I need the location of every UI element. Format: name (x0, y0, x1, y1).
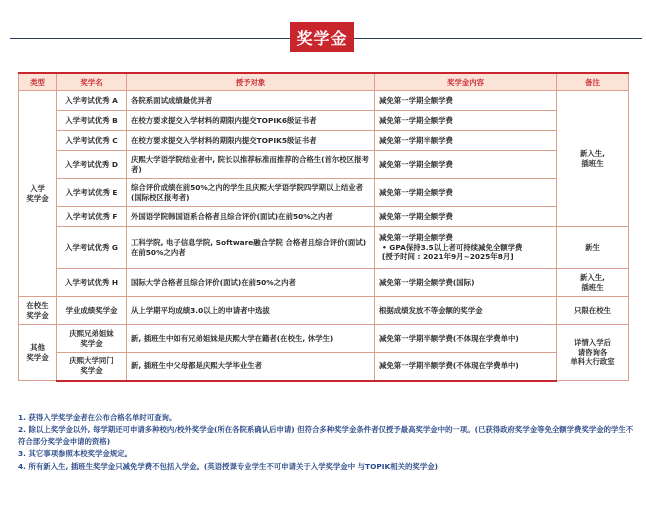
grant-period: [授予时间 : 2021年9月~2025年8月] (382, 252, 514, 262)
scholarship-name (57, 325, 127, 353)
type-line: 其他 (30, 342, 45, 352)
scholarship-target: 在校方要求提交入学材料的期限内提交TOPIK6级证书者 (127, 111, 375, 131)
scholarship-content: 减免第一学期半额学费 (375, 131, 557, 151)
remark-new-transfer (557, 91, 629, 227)
type-line: 奖学金 (26, 310, 49, 320)
scholarship-target: 新, 插班生中如有兄弟姐妹是庆熙大学在籍者(在校生, 休学生) (127, 325, 375, 353)
table-row (19, 353, 629, 381)
scholarship-target: 在校方要求提交入学材料的期限内提交TOPIK5级证书者 (127, 131, 375, 151)
scholarship-target: 从上学期平均成绩3.0以上的申请者中选拔 (127, 297, 375, 325)
scholarship-name: 入学考试优秀 F (57, 207, 127, 227)
remark-line: 单科大行政室 (570, 357, 615, 367)
type-line: 奖学金 (26, 352, 49, 362)
remark-new-transfer-2 (557, 269, 629, 297)
gpa-note: • GPA保持3.5以上者可持续减免全额学费 (382, 242, 523, 252)
scholarship-content: 减免第一学期全额学费 (375, 111, 557, 131)
table-row (19, 131, 629, 151)
scholarship-target: 新, 插班生中父母都是庆熙大学毕业生者 (127, 353, 375, 381)
remark-line: 详情入学后 (574, 337, 611, 347)
table-header-row (19, 73, 629, 91)
remark-line: 插班生 (581, 282, 604, 292)
scholarship-target: 庆熙大学语学院结业者中, 院长以推荐标准而推荐的合格生(首尔校区报考者) (127, 151, 375, 179)
scholarship-target: 综合评价成绩在前50%之内的学生且庆熙大学语学院四学期以上结业者(国际校区报考者) (127, 179, 375, 207)
remark-new: 新生 (557, 227, 629, 269)
header-name: 奖学名 (57, 73, 127, 91)
header-target: 授予对象 (127, 73, 375, 91)
remark-enrolled-only: 只限在校生 (557, 297, 629, 325)
remark-line: 新入生, (580, 148, 605, 158)
note-item: 3. 其它事项参照本校奖学金规定。 (18, 449, 132, 459)
type-line: 奖学金 (26, 193, 49, 203)
type-other (19, 325, 57, 381)
remark-other (557, 325, 629, 381)
scholarship-name: 入学考试优秀 A (57, 91, 127, 111)
table-row (19, 111, 629, 131)
scholarship-target: 各院系面试成绩最优异者 (127, 91, 375, 111)
name-line: 奖学金 (80, 366, 103, 376)
type-line: 在校生 (26, 300, 49, 310)
scholarship-target: 外国语学院韩国语系合格者且综合评价(面试)在前50%之内者 (127, 207, 375, 227)
note-item: 1. 获得入学奖学金者在公布合格名单时可查询。 (18, 413, 177, 422)
header-remark: 备注 (557, 73, 629, 91)
note-item: 4. 所有新入生, 插班生奖学金只减免学费不包括入学金。(英语授课专业学生不可申请关于入学奖学金中 与TOPIK相关的奖学金) (18, 461, 438, 471)
table-row (19, 227, 629, 269)
scholarship-content: 减免第一学期全额学费 (375, 207, 557, 227)
name-line: 庆熙大学同门 (69, 356, 114, 366)
scholarship-content: 减免第一学期半额学费(不体现在学费单中) (375, 325, 557, 353)
table-row (19, 207, 629, 227)
scholarship-name: 入学考试优秀 C (57, 131, 127, 151)
header-content: 奖学金内容 (375, 73, 557, 91)
scholarship-name: 入学考试优秀 D (57, 151, 127, 179)
scholarship-name: 入学考试优秀 E (57, 179, 127, 207)
table-row (19, 325, 629, 353)
header-type: 类型 (19, 73, 57, 91)
scholarship-table (18, 72, 629, 382)
scholarship-name: 学业成绩奖学金 (57, 297, 127, 325)
type-entrance (19, 91, 57, 297)
type-line: 入学 (30, 183, 45, 193)
scholarship-content: 根据成绩发放不等金额的奖学金 (375, 297, 557, 325)
remark-line: 请咨询各 (577, 347, 608, 357)
scholarship-name: 入学考试优秀 B (57, 111, 127, 131)
page-title: 奖学金 (290, 22, 354, 52)
table-row (19, 91, 629, 111)
name-line: 奖学金 (80, 338, 103, 348)
notes-section (18, 412, 634, 473)
scholarship-content (375, 227, 557, 269)
name-line: 庆熙兄弟姐妹 (69, 328, 114, 338)
note-item: 2. 除以上奖学金以外, 每学期还可申请多种校内/校外奖学金(所在各院系确认后申请) 但符合多种奖学金条件者仅授予最高奖学金中的一项。(已获得政府奖学金等免全额学费奖学金的学生不符合部分奖学金申请的资格) (18, 425, 634, 446)
table-row (19, 269, 629, 297)
remark-line: 新入生, (580, 272, 605, 282)
table-row (19, 151, 629, 179)
scholarship-content: 减免第一学期全额学费 (375, 91, 557, 111)
scholarship-content: 减免第一学期全额学费 (375, 151, 557, 179)
remark-line: 插班生 (581, 158, 604, 168)
type-enrolled (19, 297, 57, 325)
table-row (19, 297, 629, 325)
scholarship-content: 减免第一学期半额学费(不体现在学费单中) (375, 353, 557, 381)
scholarship-name: 入学考试优秀 G (57, 227, 127, 269)
content-line: 减免第一学期全额学费 (379, 232, 453, 242)
scholarship-target: 工科学院, 电子信息学院, Software融合学院 合格者且综合评价(面试)在前50%之内者 (127, 227, 375, 269)
table-row (19, 179, 629, 207)
scholarship-content: 减免第一学期全额学费(国际) (375, 269, 557, 297)
scholarship-target: 国际大学合格者且综合评价(面试)在前50%之内者 (127, 269, 375, 297)
scholarship-content: 减免第一学期全额学费 (375, 179, 557, 207)
scholarship-name (57, 353, 127, 381)
scholarship-name: 入学考试优秀 H (57, 269, 127, 297)
